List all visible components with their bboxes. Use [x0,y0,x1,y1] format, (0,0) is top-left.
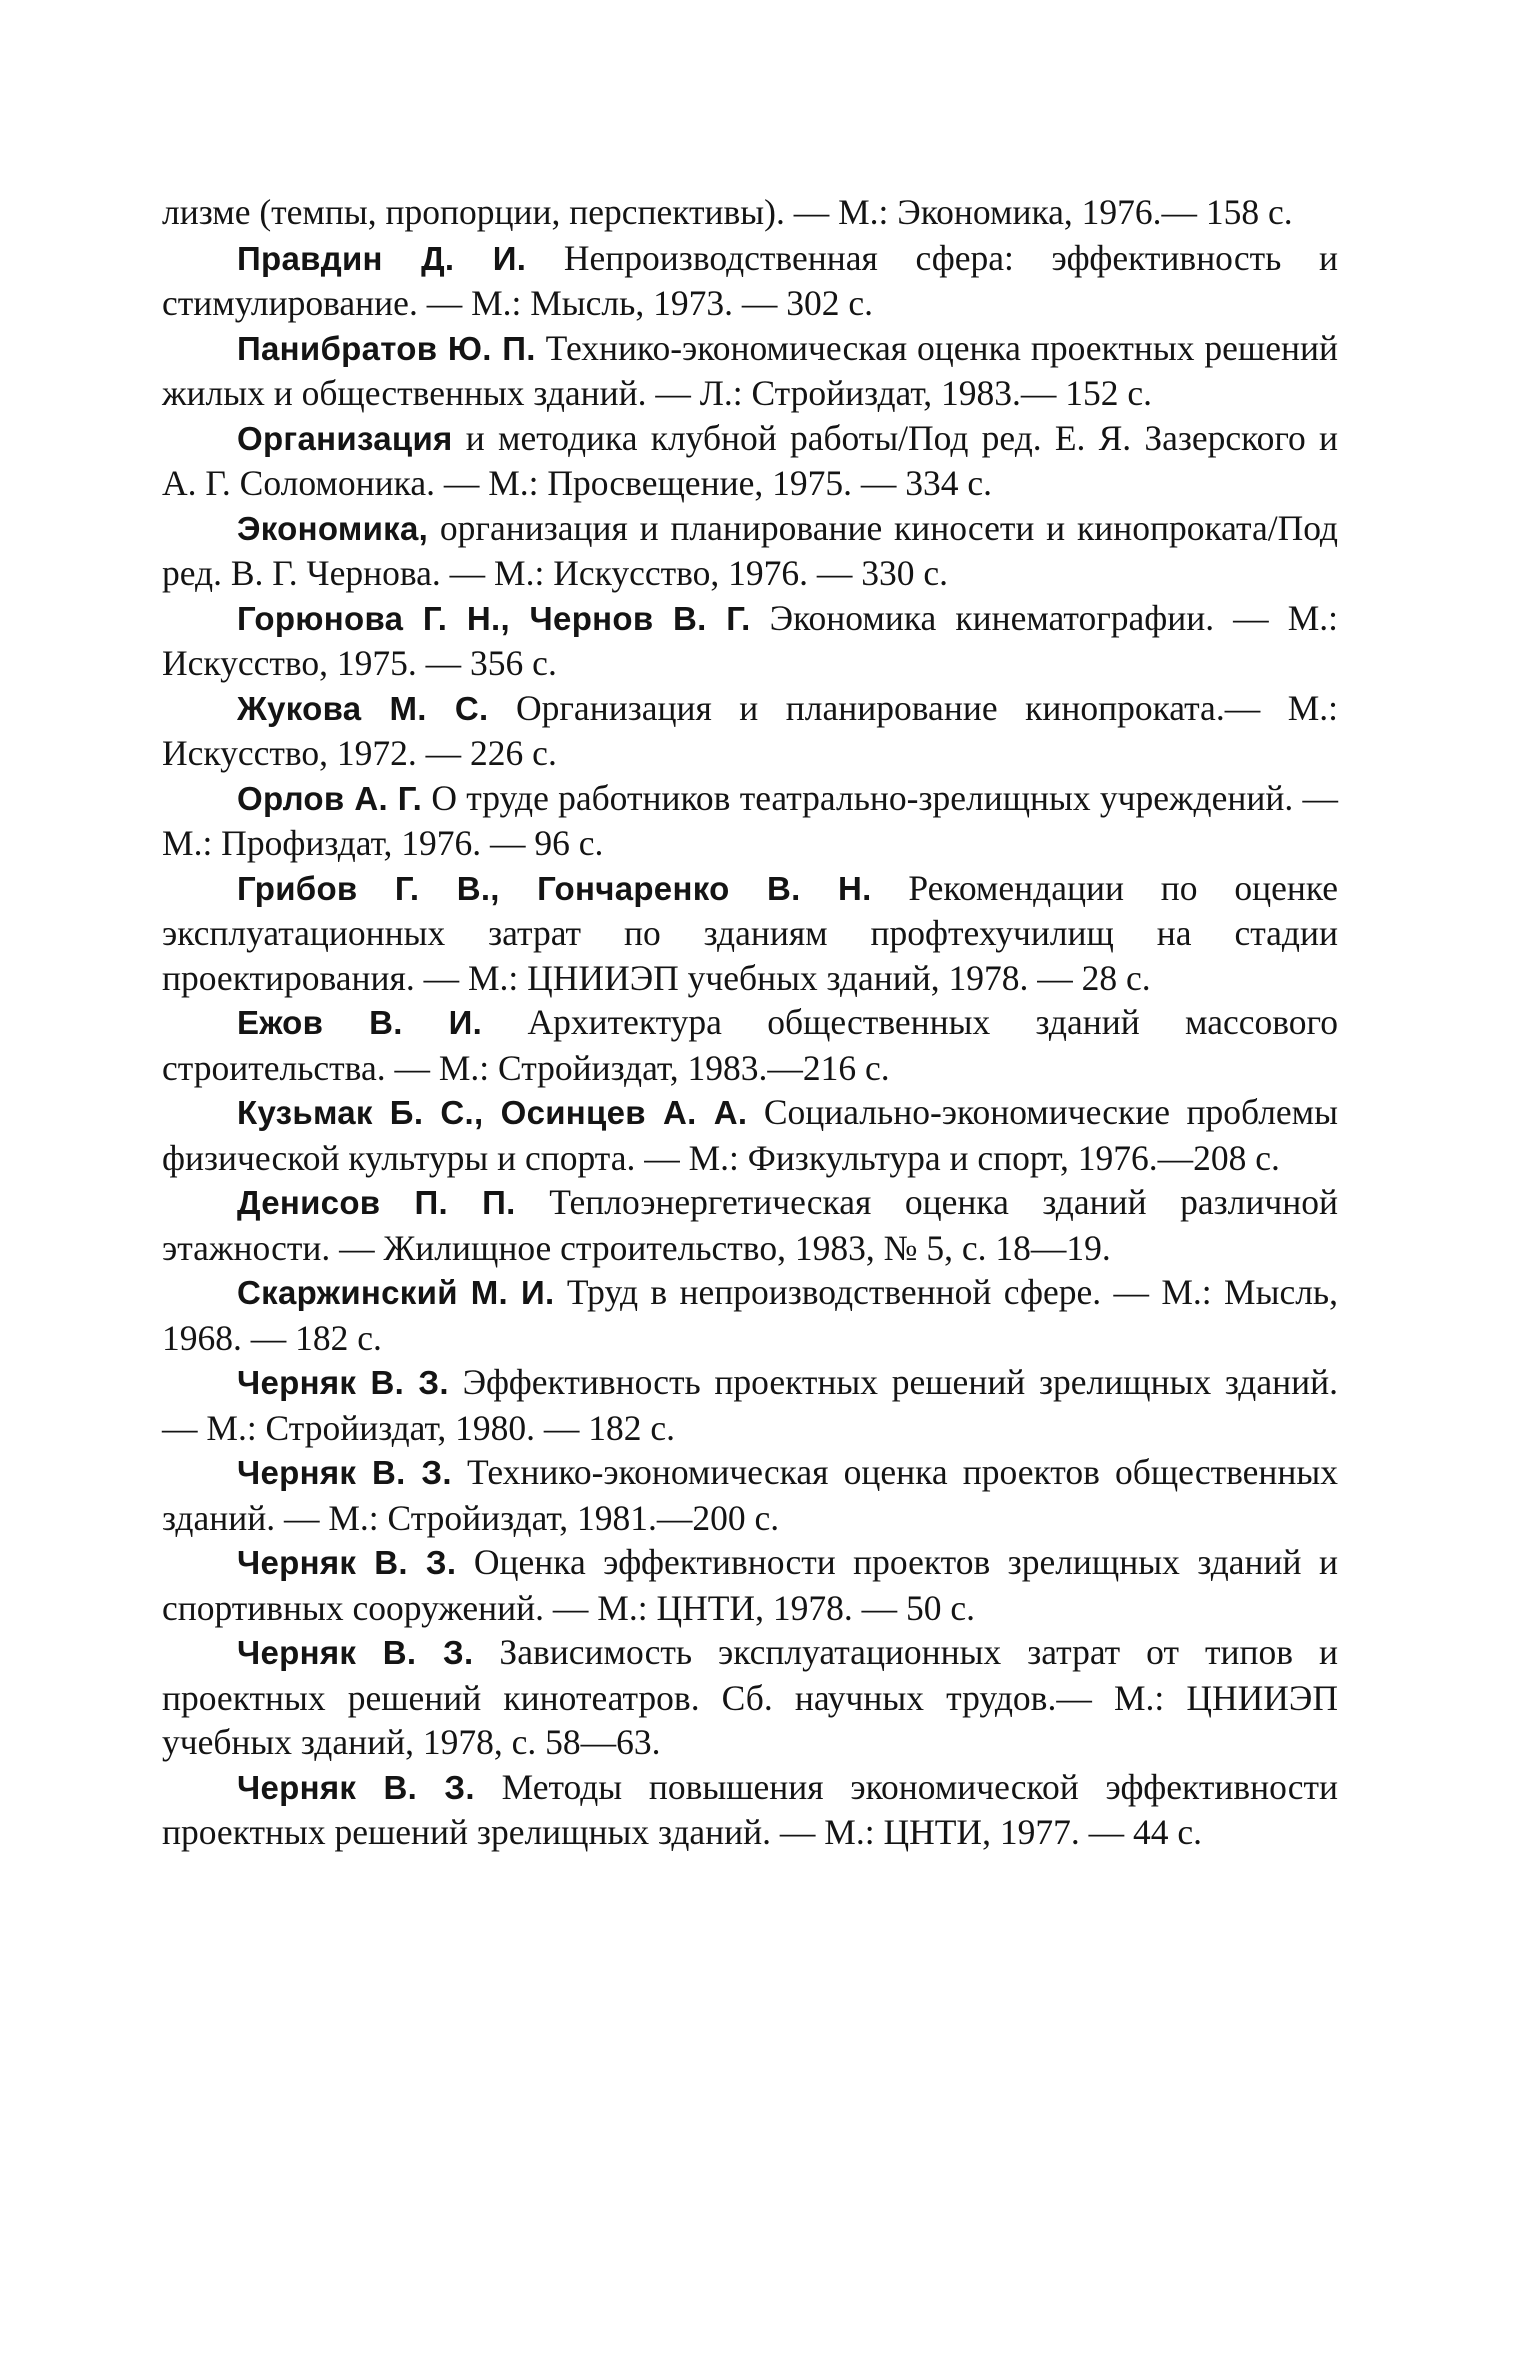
entry-author: Правдин Д. И. [237,239,527,277]
bibliography-entry [162,1360,1338,1450]
entry-text: Технико-экономическая оценка проектных решений жилых и общественных зданий. — Л.: Стройиздат, 1983.— 152 с. [162,327,1338,413]
entry-author: Грибов Г. В., Гончаренко В. Н. [237,869,872,907]
entry-text: Архитектура общественных зданий массового строительства. — М.: Стройиздат, 1983.—216 с. [162,1002,1338,1088]
entry-text: Непроизводственная сфера: эффективность и стимулирование. — М.: Мысль, 1973. — 302 с. [162,237,1339,323]
entry-text: и методика клубной работы/Под ред. Е. Я. Зазерского и А. Г. Соломоника. — М.: Просвещение, 1975. — 334 с. [162,417,1338,503]
entry-text: Теплоэнергетическая оценка зданий различной этажности. — Жилищное строительство, 1983, № 5, с. 18—19. [162,1182,1338,1268]
bibliography-entry [162,1540,1338,1630]
bibliography-page [162,190,1338,1855]
bibliography-entry [162,1450,1338,1540]
bibliography-entry [162,1000,1338,1090]
entry-author: Ежов В. И. [237,1004,483,1041]
bibliography-entry [162,776,1338,866]
entry-text: Зависимость эксплуатационных затрат от типов и проектных решений кинотеатров. Сб. научных трудов.— М.: ЦНИИЭП учебных зданий, 1978, с. 58—63. [162,1632,1338,1762]
entry-author: Черняк В. З. [237,1364,449,1401]
entry-text: Оценка эффективности проектов зрелищных зданий и спортивных сооружений. — М.: ЦНТИ, 1978. — 50 с. [162,1542,1338,1628]
entry-author: Черняк В. З. [237,1544,457,1581]
bibliography-entry [162,686,1338,776]
bibliography-entry [162,1765,1338,1855]
entry-author: Орлов А. Г. [237,779,423,817]
entry-text: лизме (темпы, пропорции, перспективы). — М.: Экономика, 1976.— 158 с. [162,192,1293,232]
entry-author: Скаржинский М. И. [237,1274,555,1311]
bibliography-entry [162,1630,1338,1765]
entry-author: Денисов П. П. [237,1184,516,1221]
entry-author: Панибратов Ю. П. [237,329,536,367]
entry-text: Рекомендации по оценке эксплуатационных затрат по зданиям профтехучилищ на стадии проектирования. — М.: ЦНИИЭП учебных зданий, 1978. — 28 с. [162,867,1338,998]
bibliography-entry [162,596,1338,686]
bibliography-entry [162,506,1338,596]
entry-text: Эффективность проектных решений зрелищных зданий. — М.: Стройиздат, 1980. — 182 с. [162,1362,1338,1448]
entry-text: Методы повышения экономической эффективности проектных решений зрелищных зданий. — М.: ЦНТИ, 1977. — 44 с. [162,1766,1339,1852]
entry-author: Черняк В. З. [237,1768,475,1806]
entry-text: Экономика кинематографии. — М.: Искусство, 1975. — 356 с. [162,597,1339,683]
entry-author: Черняк В. З. [237,1634,474,1671]
bibliography-entry [162,1180,1338,1270]
bibliography-entry [162,866,1338,1001]
entry-text: Технико-экономическая оценка проектов общественных зданий. — М.: Стройиздат, 1981.—200 с. [162,1452,1339,1538]
bibliography-entry [162,190,1338,236]
entry-author: Кузьмак Б. С., Осинцев А. А. [237,1094,748,1131]
entry-author: Организация [237,419,453,457]
entry-text: О труде работников театрально-зрелищных учреждений. — М.: Профиздат, 1976. — 96 с. [162,777,1338,863]
entry-author: Экономика, [237,509,429,547]
entry-author: Жукова М. С. [237,689,489,727]
entry-text: Труд в непроизводственной сфере. — М.: Мысль, 1968. — 182 с. [162,1272,1338,1358]
entry-text: Социально-экономические проблемы физической культуры и спорта. — М.: Физкультура и спорт, 1976.—208 с. [162,1092,1338,1178]
entry-author: Черняк В. З. [237,1454,452,1491]
entry-text: Организация и планирование кинопроката.— М.: Искусство, 1972. — 226 с. [162,687,1339,773]
bibliography-entry [162,326,1338,416]
entry-author: Горюнова Г. Н., Чернов В. Г. [237,599,751,637]
bibliography-entry [162,236,1338,326]
entry-text: организация и планирование киносети и кинопроката/Под ред. В. Г. Чернова. — М.: Искусство, 1976. — 330 с. [162,507,1338,593]
bibliography-entry [162,416,1338,506]
bibliography-entry [162,1090,1338,1180]
bibliography-entry [162,1270,1338,1360]
